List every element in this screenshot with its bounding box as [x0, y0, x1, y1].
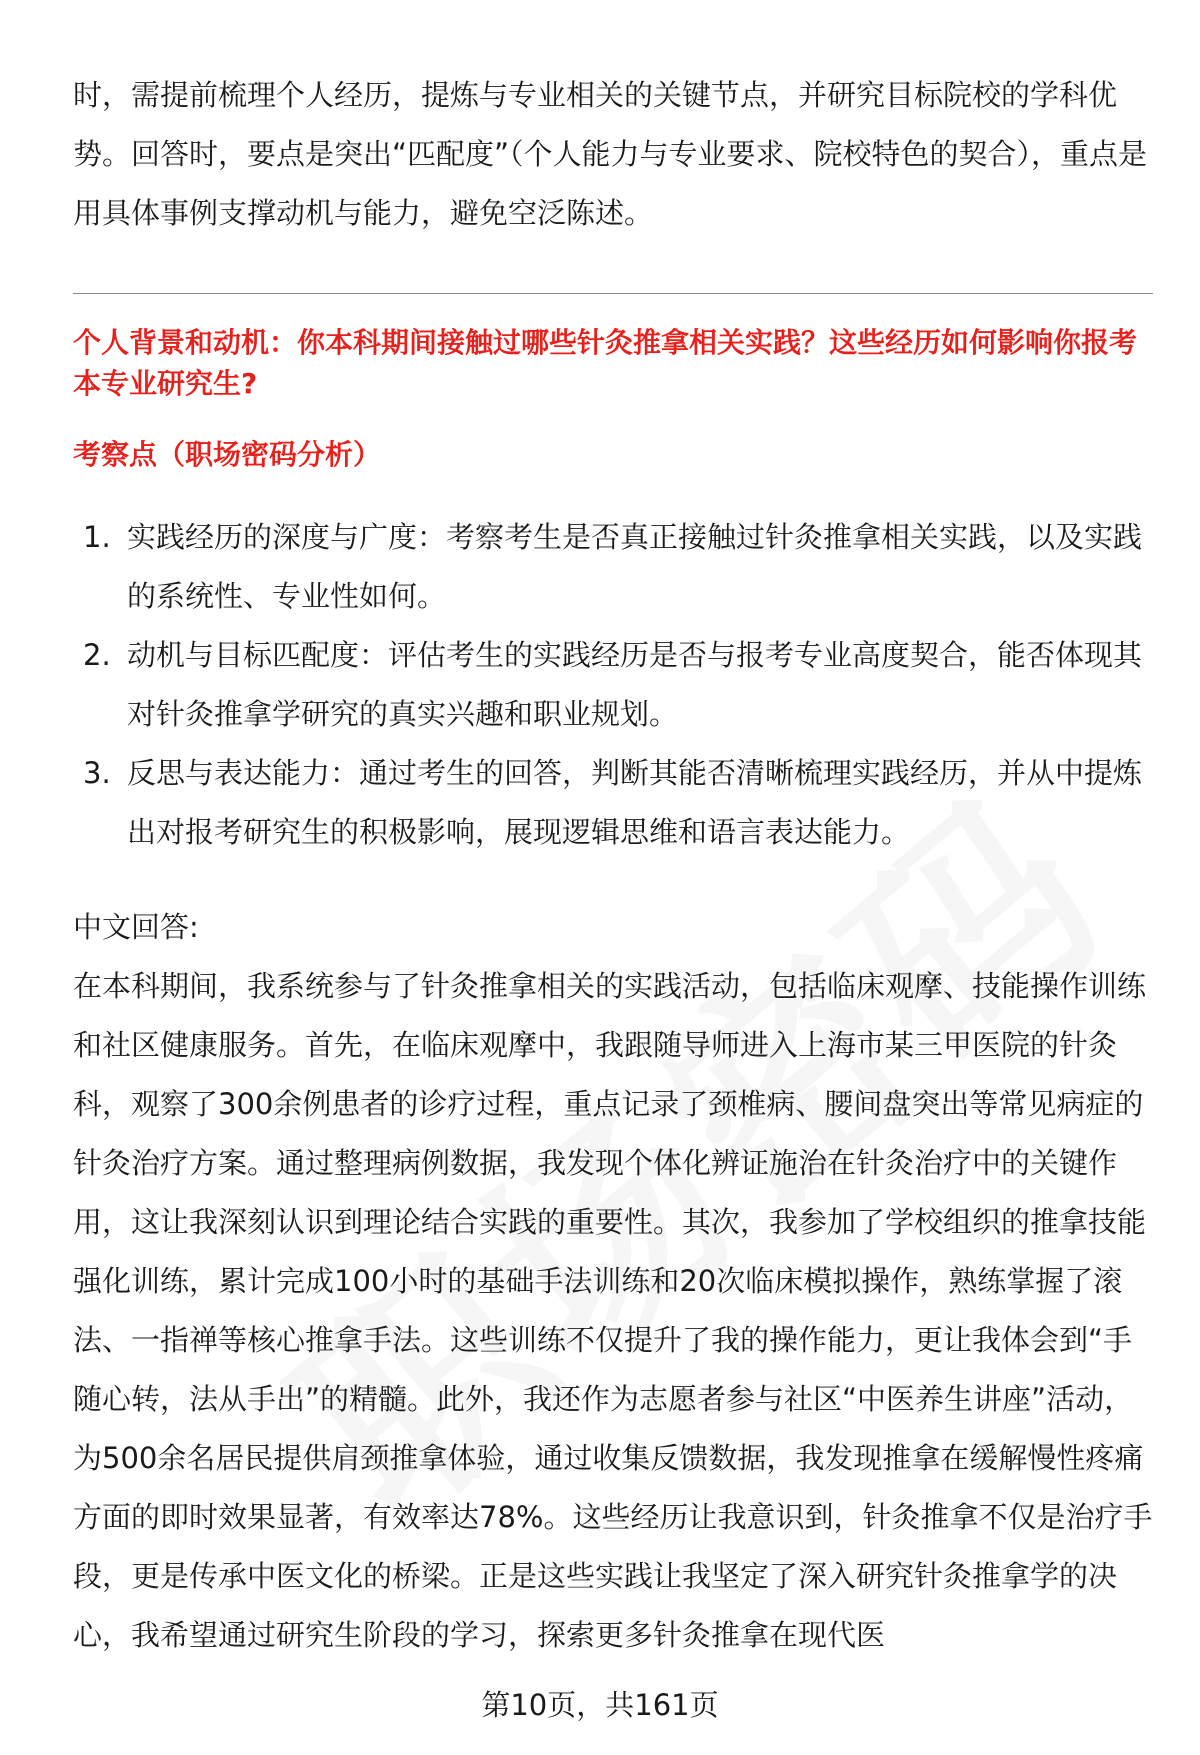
- assessment-points-heading: 考察点（职场密码分析）: [73, 438, 382, 471]
- answer-paragraph: 在本科期间，我系统参与了针灸推拿相关的实践活动，包括临床观摩、技能操作训练和社区健康服务。首先，在临床观摩中，我跟随导师进入上海市某三甲医院的针灸科，观察了300余例患者的诊疗过程，重点记录了颈椎病、腰间盘突出等常见病症的针灸治疗方案。通过整理病例数据，我发现个体化辨证施治在针灸治疗中的关键作用，这让我深刻认识到理论结合实践的重要性。其次，我参加了学校组织的推拿技能强化训练，累计完成100小时的基础手法训练和20次临床模拟操作，熟练掌握了滚法、一指禅等核心推拿手法。这些训练不仅提升了我的操作能力，更让我体会到“手随心转，法从手出”的精髓。此外，我还作为志愿者参与社区“中医养生讲座”活动，为500余名居民提供肩颈推拿体验，通过收集反馈数据，我发现推拿在缓解慢性疼痛方面的即时效果显著，有效率达78%。这些经历让我意识到，针灸推拿不仅是治疗手段，更是传承中医文化的桥梁。正是这些实践让我坚定了深入研究针灸推拿学的决心，我希望通过研究生阶段的学习，探索更多针灸推拿在现代医: [73, 969, 1153, 1652]
- answer-label: 中文回答:: [73, 910, 199, 944]
- question-heading: 个人背景和动机：你本科期间接触过哪些针灸推拿相关实践？这些经历如何影响你报考本专业研究生?: [73, 326, 1138, 400]
- assessment-points-list: [73, 508, 1153, 862]
- page-number: 第10页，共161页: [481, 1688, 719, 1722]
- list-item-number: 2.: [83, 638, 111, 672]
- section-divider: [73, 293, 1153, 294]
- list-item: [73, 508, 1153, 626]
- list-item-number: 1.: [83, 520, 111, 554]
- list-item: [73, 626, 1153, 744]
- list-item: [73, 744, 1153, 862]
- list-item-text: 实践经历的深度与广度：考察考生是否真正接触过针灸推拿相关实践，以及实践的系统性、专业性如何。: [127, 520, 1143, 613]
- list-item-number: 3.: [83, 756, 111, 790]
- list-item-text: 反思与表达能力：通过考生的回答，判断其能否清晰梳理实践经历，并从中提炼出对报考研究生的积极影响，展现逻辑思维和语言表达能力。: [127, 756, 1143, 849]
- intro-paragraph: 时，需提前梳理个人经历，提炼与专业相关的关键节点，并研究目标院校的学科优势。回答时，要点是突出“匹配度”（个人能力与专业要求、院校特色的契合），重点是用具体事例支撑动机与能力，避免空泛陈述。: [73, 78, 1148, 230]
- list-item-text: 动机与目标匹配度：评估考生的实践经历是否与报考专业高度契合，能否体现其对针灸推拿学研究的真实兴趣和职业规划。: [127, 638, 1143, 731]
